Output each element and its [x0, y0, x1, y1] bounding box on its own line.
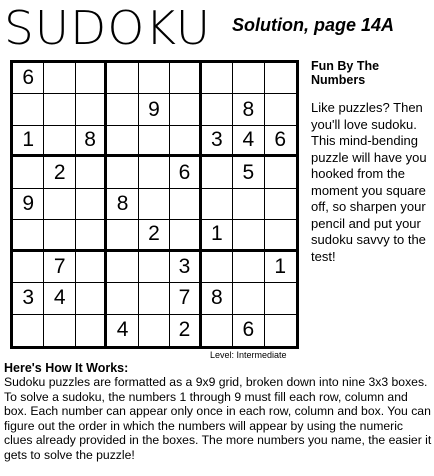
sudoku-cell[interactable]: [44, 220, 75, 251]
sudoku-cell[interactable]: 4: [44, 283, 75, 314]
sudoku-cell[interactable]: [170, 63, 201, 94]
sudoku-cell[interactable]: 7: [170, 283, 201, 314]
sudoku-cell[interactable]: [233, 252, 264, 283]
sudoku-cell[interactable]: [107, 126, 138, 157]
puzzle-title: SUDOKU: [4, 1, 212, 55]
sudoku-cell[interactable]: 5: [233, 157, 264, 188]
sudoku-cell[interactable]: [139, 157, 170, 188]
sudoku-cell[interactable]: 4: [233, 126, 264, 157]
sudoku-cell[interactable]: 2: [139, 220, 170, 251]
sudoku-cell[interactable]: [76, 63, 107, 94]
sudoku-cell[interactable]: [202, 252, 233, 283]
sudoku-cell[interactable]: 8: [202, 283, 233, 314]
sudoku-cell[interactable]: [139, 63, 170, 94]
sudoku-cell[interactable]: [139, 252, 170, 283]
sudoku-cell[interactable]: 6: [265, 126, 296, 157]
sudoku-cell[interactable]: 4: [107, 315, 138, 346]
instructions-body: Sudoku puzzles are formatted as a 9x9 grid, broken down into nine 3x3 boxes. To solve a sudoku, the numbers 1 through 9 must fill each row, column and box. Each number can appear only once in each row, column and box. You can figure out the order in which the numbers will appear by using the numeric clues already provided in the boxes. The more numbers you name, the easier it gets to solve the puzzle!: [4, 375, 432, 462]
sidebar-heading: Fun By The Numbers: [311, 59, 380, 87]
sudoku-cell[interactable]: [44, 189, 75, 220]
sudoku-cell[interactable]: [44, 315, 75, 346]
sudoku-cell[interactable]: 3: [202, 126, 233, 157]
sudoku-cell[interactable]: [13, 252, 44, 283]
sudoku-cell[interactable]: [76, 94, 107, 125]
sudoku-cell[interactable]: [139, 126, 170, 157]
sudoku-cell[interactable]: [233, 220, 264, 251]
instructions-heading: Here's How It Works:: [4, 361, 129, 375]
sudoku-cell[interactable]: 3: [13, 283, 44, 314]
sudoku-cell[interactable]: 1: [265, 252, 296, 283]
sudoku-cell[interactable]: [265, 220, 296, 251]
sudoku-cell[interactable]: [170, 189, 201, 220]
sudoku-cell[interactable]: [13, 315, 44, 346]
sudoku-grid: [10, 60, 299, 349]
sudoku-cell[interactable]: [202, 189, 233, 220]
sudoku-cell[interactable]: [76, 189, 107, 220]
sudoku-cell[interactable]: 8: [107, 189, 138, 220]
sudoku-cell[interactable]: [76, 220, 107, 251]
sudoku-cell[interactable]: [233, 63, 264, 94]
solution-reference: Solution, page 14A: [232, 15, 395, 35]
sudoku-cell[interactable]: [202, 157, 233, 188]
sudoku-cell[interactable]: [170, 220, 201, 251]
sudoku-cell[interactable]: [233, 283, 264, 314]
sudoku-cell[interactable]: [265, 283, 296, 314]
sudoku-cell[interactable]: 9: [139, 94, 170, 125]
sudoku-cell[interactable]: 6: [170, 157, 201, 188]
sudoku-cell[interactable]: [233, 189, 264, 220]
sudoku-cell[interactable]: [202, 94, 233, 125]
sudoku-cell[interactable]: [107, 283, 138, 314]
sudoku-cell[interactable]: [265, 94, 296, 125]
sudoku-cell[interactable]: 8: [233, 94, 264, 125]
sudoku-cell[interactable]: [13, 220, 44, 251]
sudoku-cell[interactable]: [76, 157, 107, 188]
sudoku-cell[interactable]: [107, 63, 138, 94]
sudoku-cell[interactable]: [265, 315, 296, 346]
sudoku-cell[interactable]: [107, 157, 138, 188]
sudoku-cell[interactable]: 8: [76, 126, 107, 157]
sudoku-cell[interactable]: [170, 94, 201, 125]
sudoku-cell[interactable]: [170, 126, 201, 157]
sudoku-cell[interactable]: [265, 157, 296, 188]
sidebar-body: Like puzzles? Then you'll love sudoku. This mind-bending puzzle will have you hooked from the moment you square off, so sharpen your pencil and put your sudoku savvy to the test!: [311, 100, 427, 264]
sudoku-cell[interactable]: [44, 126, 75, 157]
sudoku-cell[interactable]: [202, 63, 233, 94]
sudoku-cell[interactable]: [76, 283, 107, 314]
sudoku-cell[interactable]: [139, 189, 170, 220]
sudoku-cell[interactable]: [107, 252, 138, 283]
sudoku-cell[interactable]: [139, 283, 170, 314]
sudoku-cell[interactable]: 1: [13, 126, 44, 157]
sudoku-cell[interactable]: [44, 94, 75, 125]
sudoku-cell[interactable]: 9: [13, 189, 44, 220]
sudoku-cell[interactable]: [76, 252, 107, 283]
sudoku-cell[interactable]: [76, 315, 107, 346]
sudoku-cell[interactable]: 1: [202, 220, 233, 251]
sudoku-cell[interactable]: 7: [44, 252, 75, 283]
sudoku-cell[interactable]: 3: [170, 252, 201, 283]
sudoku-cell[interactable]: 6: [13, 63, 44, 94]
sudoku-cell[interactable]: 2: [44, 157, 75, 188]
sudoku-cell[interactable]: [265, 189, 296, 220]
sudoku-cell[interactable]: [107, 94, 138, 125]
sudoku-cell[interactable]: [107, 220, 138, 251]
sudoku-cell[interactable]: [44, 63, 75, 94]
sudoku-cell[interactable]: [139, 315, 170, 346]
sudoku-cell[interactable]: 2: [170, 315, 201, 346]
sudoku-cell[interactable]: [13, 94, 44, 125]
sudoku-cell[interactable]: [265, 63, 296, 94]
difficulty-level: Level: Intermediate: [210, 350, 287, 360]
sudoku-cell[interactable]: [202, 315, 233, 346]
sudoku-cell[interactable]: [13, 157, 44, 188]
sudoku-cell[interactable]: 6: [233, 315, 264, 346]
